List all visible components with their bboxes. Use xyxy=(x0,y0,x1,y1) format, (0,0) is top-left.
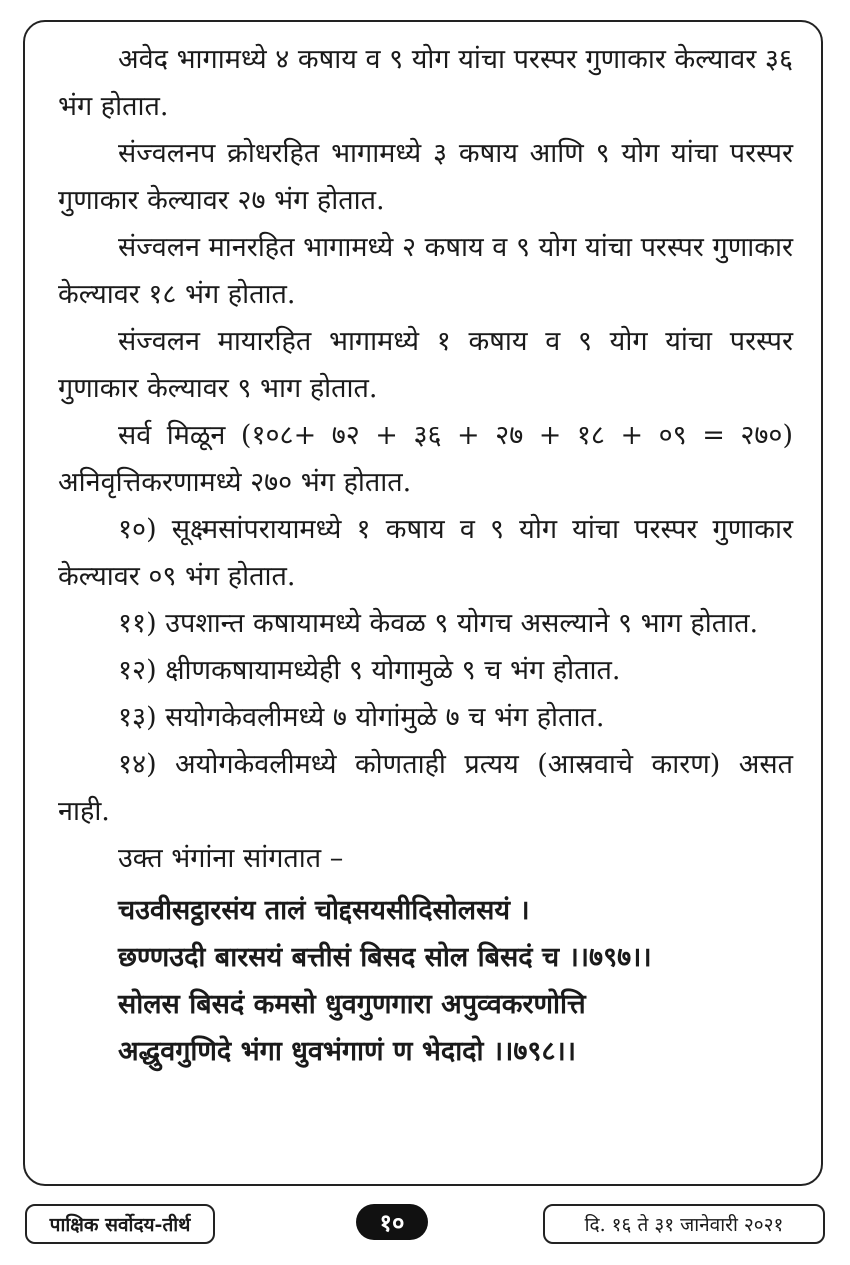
paragraph: १०) सूक्ष्मसांपरायामध्ये १ कषाय व ९ योग यांचा परस्पर गुणाकार केल्यावर ०९ भंग होतात. xyxy=(58,514,793,592)
publication-name: पाक्षिक सर्वोदय-तीर्थ xyxy=(25,1204,215,1244)
paragraph: अवेद भागामध्ये ४ कषाय व ९ योग यांचा परस्पर गुणाकार केल्यावर ३६ भंग होतात. xyxy=(58,44,793,122)
paragraph: ११) उपशान्त कषायामध्ये केवळ ९ योगच असल्याने ९ भाग होतात. xyxy=(118,608,759,639)
paragraph: उक्त भंगांना सांगतात – xyxy=(118,843,344,874)
verse-line: अद्धुवगुणिदे भंगा धुवभंगाणं ण भेदादो ।।७९८।। xyxy=(118,1036,576,1067)
paragraph: १२) क्षीणकषायामध्येही ९ योगामुळे ९ च भंग होतात. xyxy=(118,655,621,686)
verse-line: छण्णउदी बारसयं बत्तीसं बिसद सोल बिसदं च ।।७९७।। xyxy=(118,942,652,973)
verse-line: सोलस बिसदं कमसो धुवगुणगारा अपुव्वकरणोत्ति xyxy=(118,989,586,1020)
paragraph: १४) अयोगकेवलीमध्ये कोणताही प्रत्यय (आस्रवाचे कारण) असत नाही. xyxy=(58,749,793,827)
paragraph: १३) सयोगकेवलीमध्ये ७ योगांमुळे ७ च भंग होतात. xyxy=(118,702,605,733)
verse-line: चउवीसट्ठारसंय तालं चोद्दसयसीदिसोलसयं । xyxy=(118,895,530,926)
issue-date: दि. १६ ते ३१ जानेवारी २०२१ xyxy=(543,1204,825,1244)
page-content xyxy=(58,36,793,1075)
verse-block xyxy=(58,887,793,1075)
paragraph: संज्वलन मानरहित भागामध्ये २ कषाय व ९ योग यांचा परस्पर गुणाकार केल्यावर १८ भंग होतात. xyxy=(58,232,793,310)
paragraph: संज्वलन मायारहित भागामध्ये १ कषाय व ९ योग यांचा परस्पर गुणाकार केल्यावर ९ भाग होतात. xyxy=(58,326,793,404)
page-number: १० xyxy=(356,1204,428,1240)
paragraph: संज्वलनप क्रोधरहित भागामध्ये ३ कषाय आणि ९ योग यांचा परस्पर गुणाकार केल्यावर २७ भंग होतात. xyxy=(58,138,793,216)
paragraph: सर्व मिळून (१०८+ ७२ + ३६ + २७ + १८ + ०९ = २७०) अनिवृत्तिकरणामध्ये २७० भंग होतात. xyxy=(58,420,793,498)
